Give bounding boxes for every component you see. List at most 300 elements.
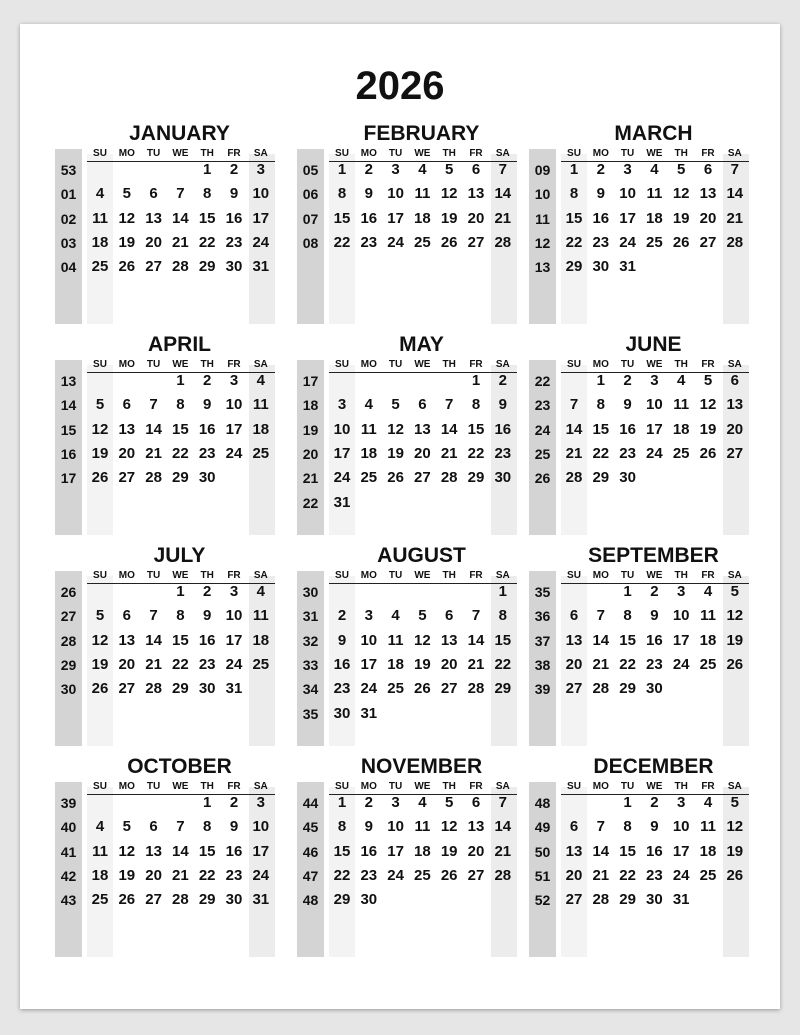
day-cell: 10 [672, 818, 690, 836]
month-title: OCTOBER [127, 755, 232, 778]
day-cell: 7 [149, 396, 158, 414]
day-cell: 30 [225, 258, 243, 276]
day-cell: 20 [118, 444, 136, 462]
day-cell: 5 [730, 794, 739, 811]
day-cell: 26 [699, 444, 717, 462]
weekday-label: FR [701, 781, 715, 792]
day-cell: 10 [252, 185, 270, 203]
month-title: NOVEMBER [360, 755, 483, 778]
day-cell: 6 [149, 185, 158, 203]
weekday-label: WE [172, 570, 189, 581]
day-cell: 2 [337, 607, 347, 625]
week-number: 34 [302, 681, 319, 698]
weekday-label: SA [495, 781, 510, 792]
day-cell: 8 [176, 607, 185, 625]
day-cell: 11 [92, 842, 108, 860]
weekday-label: SA [727, 148, 742, 159]
day-cell: 30 [333, 704, 351, 722]
day-cell: 28 [592, 680, 610, 698]
day-cell: 30 [360, 891, 378, 909]
weekday-label: FR [227, 781, 241, 792]
day-cell: 22 [592, 444, 610, 462]
day-cell: 16 [360, 209, 378, 227]
week-number: 10 [534, 186, 551, 203]
weekday-label: FR [227, 570, 241, 581]
day-cell: 21 [494, 209, 512, 227]
day-cell: 4 [650, 161, 659, 178]
day-cell: 9 [623, 396, 632, 414]
day-cell: 30 [198, 680, 216, 698]
day-cell: 8 [176, 396, 185, 414]
weekday-label: TH [200, 148, 214, 159]
day-cell: 3 [364, 607, 373, 625]
day-cell: 23 [198, 444, 216, 462]
day-cell: 18 [91, 866, 109, 884]
day-cell: 21 [145, 655, 162, 673]
day-cell: 11 [646, 185, 663, 203]
day-cell: 6 [730, 372, 739, 389]
week-number: 24 [534, 421, 551, 438]
day-cell: 7 [471, 607, 481, 625]
day-cell: 15 [619, 631, 636, 649]
day-cell: 10 [619, 185, 636, 203]
day-cell: 6 [122, 396, 131, 414]
day-cell: 22 [494, 655, 512, 673]
weekday-label: MO [592, 148, 609, 159]
day-cell: 3 [391, 161, 400, 178]
week-number: 43 [60, 892, 77, 909]
week-number: 06 [302, 186, 319, 203]
day-cell: 16 [646, 631, 663, 649]
weekday-label: MO [360, 148, 377, 159]
day-cell: 11 [360, 420, 377, 438]
day-cell: 7 [596, 607, 605, 625]
day-cell: 17 [333, 444, 351, 462]
week-number: 19 [302, 421, 319, 438]
weekday-label: WE [646, 148, 663, 159]
weekday-label: TU [620, 781, 635, 792]
weekday-label: SA [253, 781, 268, 792]
day-cell: 12 [118, 209, 136, 227]
weekday-label: SA [495, 359, 510, 370]
day-cell: 8 [337, 185, 347, 203]
weekday-label: SU [335, 148, 349, 159]
day-cell: 22 [198, 233, 216, 251]
day-cell: 24 [387, 866, 404, 884]
day-cell: 15 [565, 209, 583, 227]
day-cell: 20 [565, 866, 583, 884]
weekday-header [561, 359, 749, 373]
day-cell: 3 [229, 372, 239, 389]
day-cell: 22 [172, 655, 189, 673]
day-cell: 25 [91, 891, 109, 909]
week-number: 13 [534, 259, 551, 276]
weekday-label: MO [592, 570, 609, 581]
day-cell: 12 [91, 420, 109, 438]
day-cell: 24 [225, 655, 243, 673]
day-cell: 15 [619, 842, 636, 860]
weekday-label: WE [414, 359, 431, 370]
weekday-label: TH [674, 148, 688, 159]
week-number: 22 [534, 373, 551, 389]
day-cell: 9 [203, 607, 212, 625]
day-cell: 11 [252, 607, 269, 625]
day-cell: 8 [569, 185, 579, 203]
day-cell: 3 [229, 583, 239, 600]
day-cell: 6 [445, 607, 454, 625]
day-cell: 17 [225, 631, 243, 649]
day-cell: 11 [673, 396, 690, 414]
day-cell: 15 [467, 420, 485, 438]
day-cell: 20 [145, 866, 162, 884]
day-cell: 24 [252, 233, 270, 251]
week-number: 18 [302, 397, 319, 414]
week-number: 05 [302, 162, 319, 178]
day-cell: 22 [198, 866, 216, 884]
day-cell: 12 [414, 631, 431, 649]
day-cell: 8 [471, 396, 481, 414]
day-cell: 12 [387, 420, 404, 438]
day-cell: 12 [699, 396, 717, 414]
month-title: DECEMBER [593, 755, 714, 778]
week-number: 28 [60, 632, 77, 649]
day-cell: 29 [619, 891, 636, 909]
day-cell: 31 [619, 258, 636, 276]
weekday-label: FR [469, 148, 483, 159]
day-cell: 28 [467, 680, 485, 698]
day-cell: 22 [565, 233, 583, 251]
day-cell: 27 [699, 233, 717, 251]
day-cell: 24 [387, 233, 404, 251]
day-cell: 28 [172, 258, 189, 276]
day-cell: 15 [198, 209, 216, 227]
weekday-header [87, 359, 275, 373]
day-cell: 13 [467, 818, 485, 836]
weekday-label: TH [200, 781, 214, 792]
weekday-header [329, 359, 517, 373]
day-cell: 3 [677, 583, 686, 600]
day-cell: 22 [172, 444, 189, 462]
day-cell: 14 [565, 420, 583, 438]
day-cell: 16 [225, 842, 243, 860]
day-cell: 18 [699, 631, 717, 649]
day-cell: 29 [467, 469, 485, 487]
day-cell: 3 [256, 161, 265, 178]
day-cell: 2 [229, 161, 239, 178]
day-cell: 28 [440, 469, 458, 487]
week-number: 02 [60, 210, 77, 227]
day-cell: 17 [672, 631, 690, 649]
day-cell: 26 [118, 891, 136, 909]
day-cell: 5 [703, 372, 713, 389]
weekday-label: WE [172, 781, 189, 792]
day-cell: 7 [445, 396, 454, 414]
day-cell: 11 [700, 818, 716, 836]
weekday-label: WE [414, 148, 431, 159]
day-cell: 1 [337, 794, 347, 811]
week-number: 25 [534, 445, 551, 462]
weekday-label: SU [567, 781, 581, 792]
day-cell: 27 [118, 469, 136, 487]
day-cell: 11 [252, 396, 269, 414]
day-cell: 19 [726, 631, 744, 649]
day-cell: 29 [565, 258, 583, 276]
day-cell: 29 [592, 469, 610, 487]
week-number: 14 [60, 397, 77, 414]
day-cell: 13 [145, 842, 162, 860]
day-cell: 21 [726, 209, 744, 227]
day-cell: 3 [337, 396, 347, 414]
week-number: 52 [534, 892, 551, 909]
day-cell: 28 [726, 233, 744, 251]
day-cell: 30 [225, 891, 243, 909]
day-cell: 16 [494, 420, 512, 438]
day-cell: 25 [646, 233, 663, 251]
weekday-label: WE [646, 781, 663, 792]
weekday-label: TU [388, 148, 403, 159]
day-cell: 31 [252, 891, 270, 909]
month-block [55, 757, 277, 962]
day-cell: 1 [471, 372, 481, 389]
week-number: 36 [534, 608, 551, 625]
day-cell: 30 [494, 469, 512, 487]
day-cell: 13 [118, 420, 136, 438]
day-cell: 8 [596, 396, 605, 414]
week-number: 15 [60, 421, 77, 438]
day-cell: 26 [672, 233, 690, 251]
week-number: 21 [302, 470, 319, 487]
day-cell: 22 [467, 444, 485, 462]
weekday-label: SA [727, 781, 742, 792]
day-cell: 24 [333, 469, 351, 487]
day-cell: 17 [360, 655, 378, 673]
day-cell: 29 [172, 469, 189, 487]
week-number: 35 [302, 705, 319, 722]
day-cell: 27 [440, 680, 458, 698]
day-cell: 2 [596, 161, 605, 178]
month-title: MARCH [614, 122, 693, 145]
day-cell: 17 [387, 209, 404, 227]
day-cell: 20 [699, 209, 717, 227]
day-cell: 17 [672, 842, 690, 860]
day-cell: 20 [440, 655, 458, 673]
day-cell: 20 [726, 420, 744, 438]
day-cell: 9 [337, 631, 347, 649]
weekday-label: TH [200, 359, 214, 370]
day-cell: 23 [225, 233, 243, 251]
day-cell: 28 [145, 680, 162, 698]
day-cell: 31 [225, 680, 243, 698]
day-cell: 26 [414, 680, 431, 698]
day-cell: 22 [333, 866, 351, 884]
day-cell: 28 [494, 866, 512, 884]
day-cell: 1 [203, 161, 212, 178]
weekday-label: SA [495, 570, 510, 581]
day-cell: 4 [95, 818, 105, 836]
day-cell: 14 [440, 420, 458, 438]
day-cell: 24 [672, 655, 690, 673]
day-cell: 13 [699, 185, 717, 203]
day-cell: 21 [440, 444, 458, 462]
day-cell: 4 [703, 794, 713, 811]
weekday-label: MO [360, 570, 377, 581]
week-number: 42 [60, 867, 77, 884]
day-cell: 15 [494, 631, 512, 649]
day-cell: 28 [565, 469, 583, 487]
week-number: 11 [535, 210, 550, 227]
day-cell: 3 [677, 794, 686, 811]
day-cell: 8 [337, 818, 347, 836]
day-cell: 8 [623, 607, 632, 625]
weekday-label: TH [442, 148, 456, 159]
week-number: 41 [60, 843, 77, 860]
weekday-label: MO [360, 359, 377, 370]
day-cell: 19 [118, 233, 136, 251]
weekday-label: TU [620, 359, 635, 370]
day-cell: 17 [646, 420, 663, 438]
week-number: 26 [60, 584, 77, 600]
day-cell: 8 [203, 818, 212, 836]
week-number: 16 [60, 445, 77, 462]
day-cell: 19 [699, 420, 717, 438]
day-cell: 19 [414, 655, 431, 673]
week-number: 13 [60, 373, 77, 389]
day-cell: 9 [364, 185, 373, 203]
month-block [297, 335, 519, 540]
weekday-label: MO [592, 359, 609, 370]
day-cell: 2 [650, 794, 659, 811]
weekday-label: TH [442, 781, 456, 792]
weekday-label: SU [93, 781, 107, 792]
weekday-label: TU [388, 359, 403, 370]
day-cell: 9 [364, 818, 373, 836]
weekday-label: MO [118, 148, 135, 159]
day-cell: 15 [333, 842, 351, 860]
day-cell: 14 [726, 185, 744, 203]
week-number: 53 [60, 162, 77, 178]
month-block [529, 757, 751, 962]
weekday-header [87, 781, 275, 795]
day-cell: 5 [122, 185, 131, 203]
day-cell: 21 [145, 444, 162, 462]
day-cell: 12 [672, 185, 690, 203]
day-cell: 4 [95, 185, 105, 203]
week-number: 50 [534, 843, 551, 860]
day-cell: 16 [619, 420, 636, 438]
day-cell: 18 [252, 631, 270, 649]
day-cell: 26 [118, 258, 136, 276]
month-title: APRIL [148, 333, 211, 356]
day-cell: 18 [414, 842, 431, 860]
week-number: 48 [302, 892, 319, 909]
day-cell: 7 [149, 607, 158, 625]
weekday-label: FR [469, 570, 483, 581]
weekday-header [329, 148, 517, 162]
weekday-label: TH [674, 570, 688, 581]
day-cell: 4 [256, 583, 265, 600]
weekday-label: FR [469, 359, 483, 370]
day-cell: 9 [498, 396, 507, 414]
day-cell: 19 [726, 842, 744, 860]
day-cell: 10 [252, 818, 270, 836]
day-cell: 7 [176, 818, 185, 836]
weekday-header [329, 570, 517, 584]
day-cell: 3 [256, 794, 265, 811]
day-cell: 6 [471, 161, 481, 178]
day-cell: 18 [360, 444, 378, 462]
day-cell: 1 [569, 161, 579, 178]
day-cell: 25 [699, 655, 717, 673]
day-cell: 28 [494, 233, 512, 251]
day-cell: 8 [498, 607, 507, 625]
day-cell: 15 [172, 631, 189, 649]
day-cell: 21 [467, 655, 485, 673]
week-number: 03 [60, 234, 77, 251]
day-cell: 14 [145, 420, 162, 438]
day-cell: 29 [198, 891, 216, 909]
day-cell: 14 [592, 842, 610, 860]
week-number: 47 [302, 867, 319, 884]
day-cell: 23 [646, 866, 663, 884]
day-cell: 19 [440, 842, 458, 860]
day-cell: 22 [333, 233, 351, 251]
day-cell: 14 [145, 631, 162, 649]
day-cell: 1 [498, 583, 507, 600]
day-cell: 27 [467, 233, 485, 251]
day-cell: 27 [118, 680, 136, 698]
day-cell: 23 [360, 866, 378, 884]
day-cell: 16 [646, 842, 663, 860]
day-cell: 7 [498, 794, 507, 811]
month-block [297, 124, 519, 329]
weekday-label: TH [200, 570, 214, 581]
day-cell: 1 [176, 372, 185, 389]
weekday-header [561, 570, 749, 584]
day-cell: 25 [91, 258, 109, 276]
day-cell: 5 [95, 607, 105, 625]
week-number: 40 [60, 819, 77, 836]
day-cell: 25 [699, 866, 717, 884]
weekday-label: TU [620, 148, 635, 159]
day-cell: 9 [596, 185, 605, 203]
day-cell: 21 [172, 866, 189, 884]
day-cell: 20 [467, 209, 485, 227]
day-cell: 20 [145, 233, 162, 251]
week-number: 26 [534, 470, 551, 487]
day-cell: 2 [364, 161, 373, 178]
day-cell: 9 [229, 818, 239, 836]
day-cell: 10 [225, 396, 243, 414]
day-cell: 27 [565, 680, 583, 698]
day-cell: 10 [672, 607, 690, 625]
day-cell: 6 [418, 396, 427, 414]
month-title: MAY [399, 333, 444, 356]
day-cell: 5 [445, 161, 454, 178]
day-cell: 25 [252, 444, 270, 462]
day-cell: 6 [149, 818, 158, 836]
week-number: 30 [60, 681, 77, 698]
week-number: 45 [302, 819, 319, 836]
day-cell: 16 [198, 420, 216, 438]
day-cell: 31 [672, 891, 690, 909]
day-cell: 30 [646, 891, 663, 909]
day-cell: 1 [203, 794, 212, 811]
day-cell: 11 [92, 209, 108, 227]
month-block [297, 546, 519, 751]
day-cell: 11 [387, 631, 404, 649]
day-cell: 18 [414, 209, 431, 227]
weekday-label: SU [567, 570, 581, 581]
